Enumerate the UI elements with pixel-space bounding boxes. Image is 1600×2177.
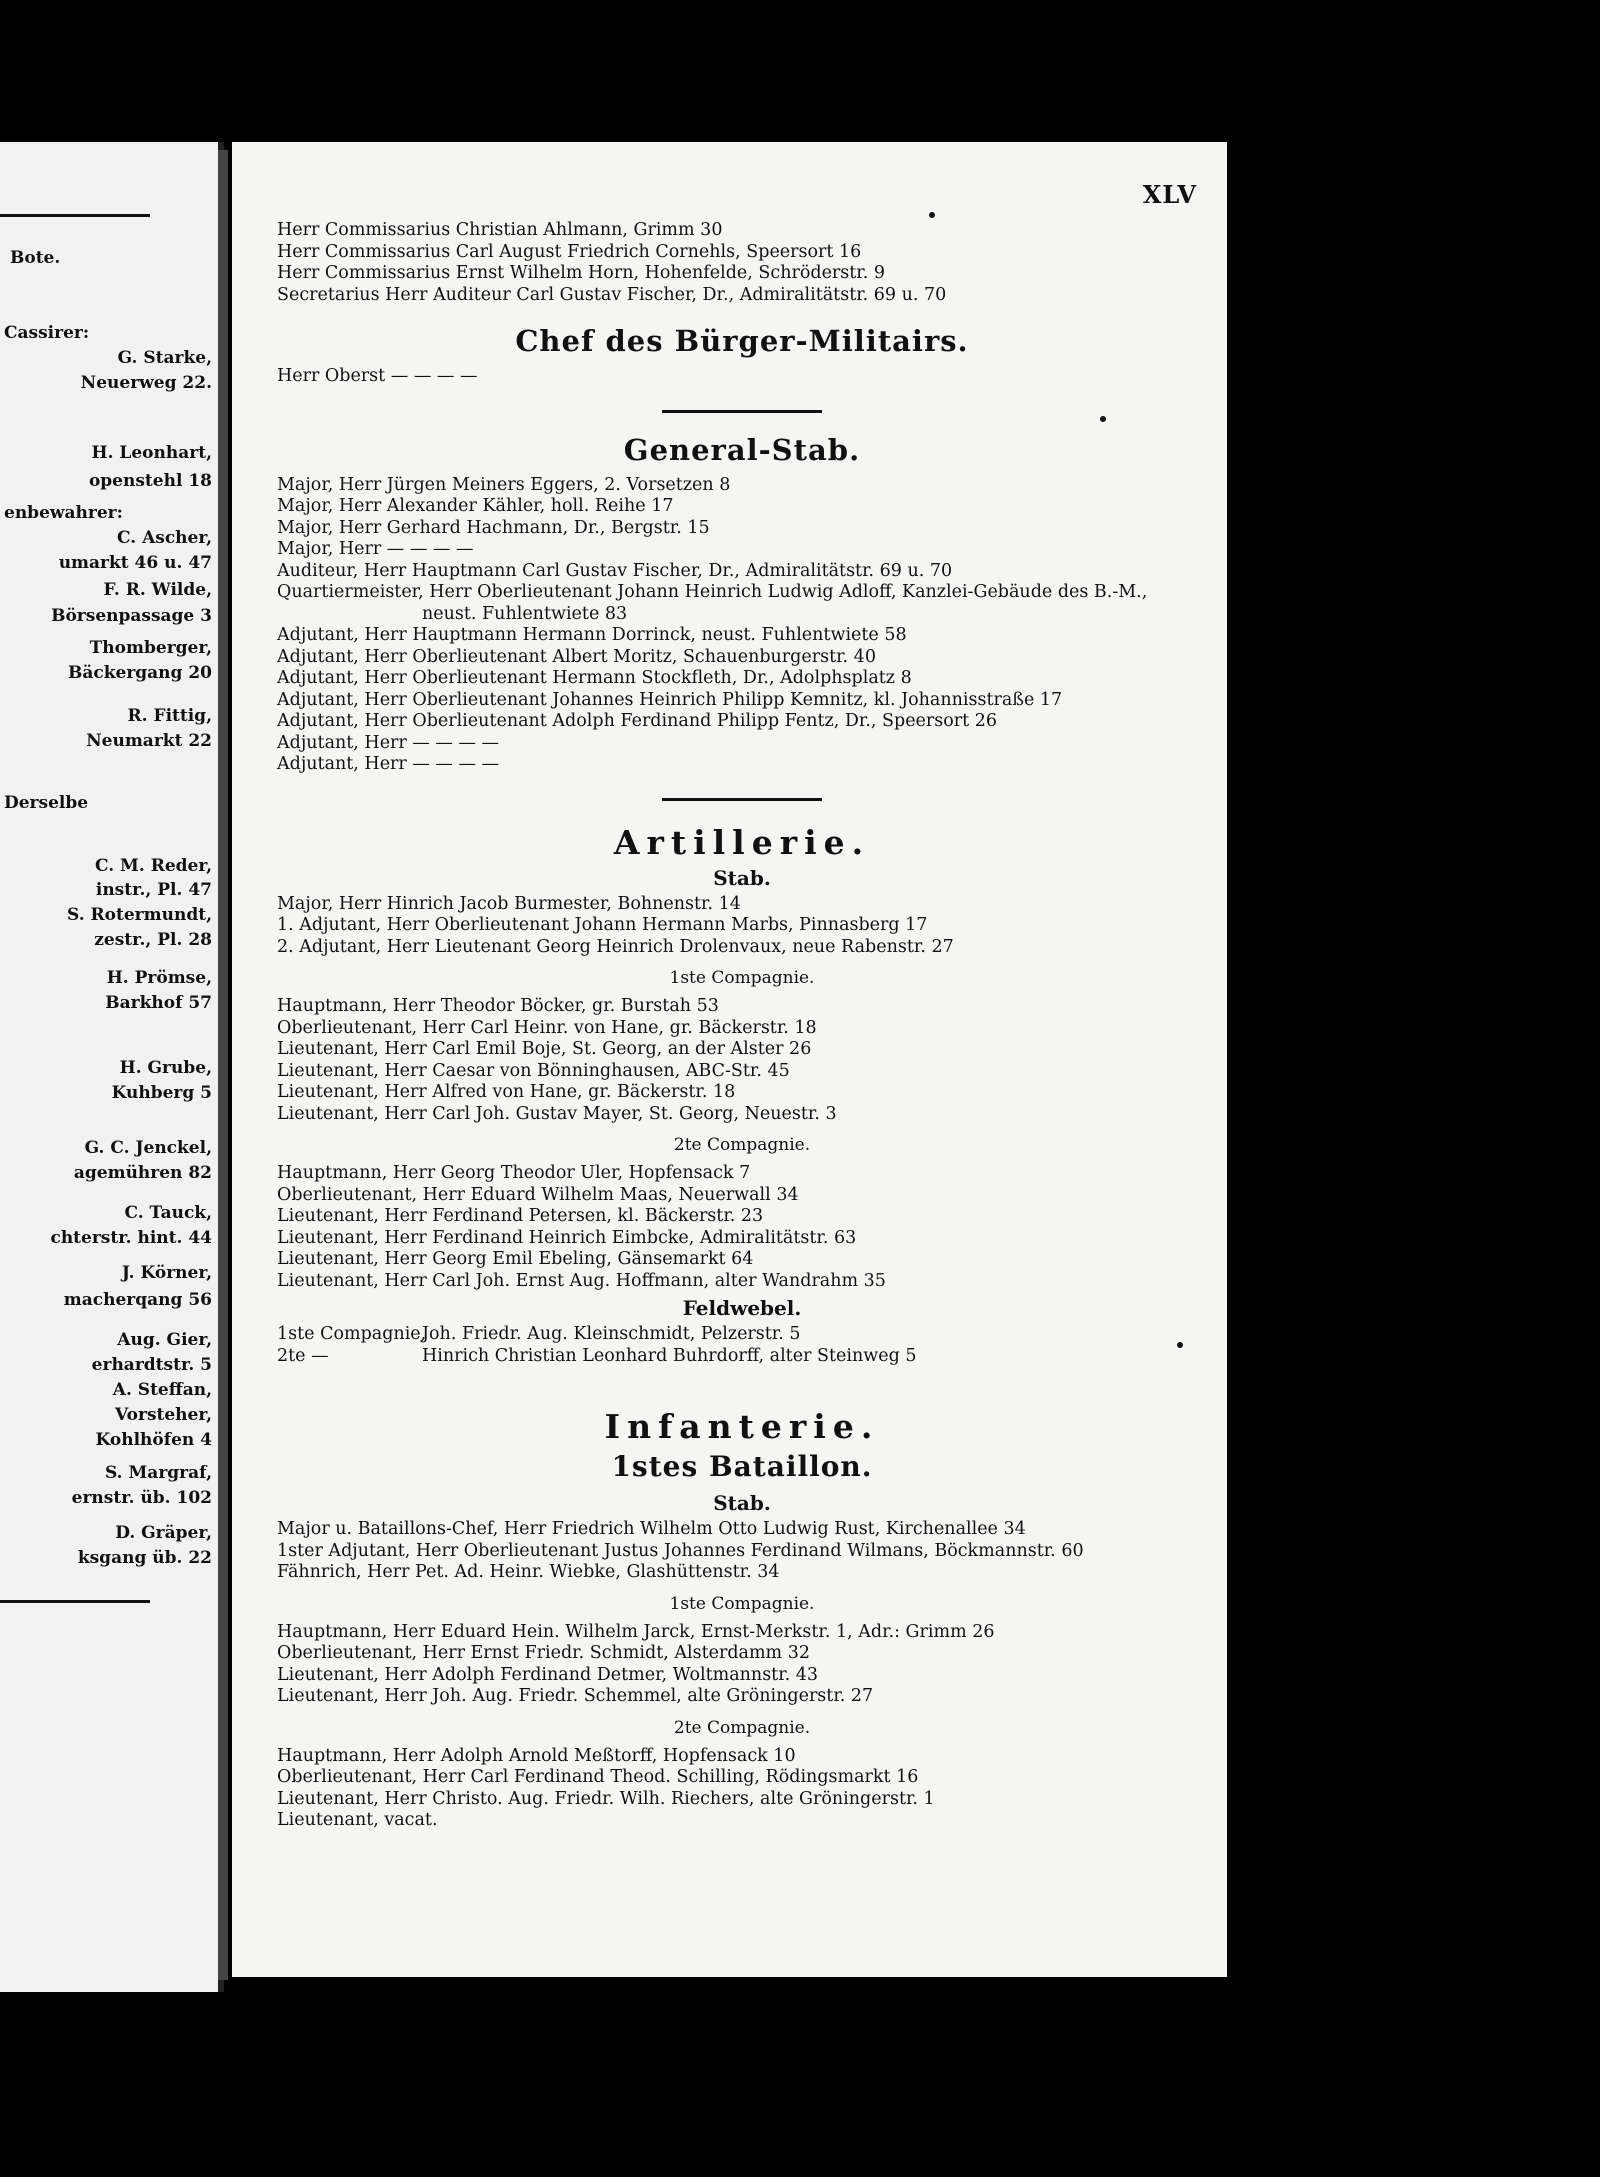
chef-heading: Chef des Bürger-Militairs. xyxy=(515,324,969,358)
infanterie-stab-label: Stab. xyxy=(713,1491,771,1515)
text-line: Herr Commissarius Christian Ahlmann, Grimm 30 xyxy=(277,220,723,240)
text-line: Adjutant, Herr Oberlieutenant Hermann Stockfleth, Dr., Adolphsplatz 8 xyxy=(277,668,912,688)
artillerie-comp2-list xyxy=(277,1163,1207,1292)
infanterie-comp2-label: 2te Compagnie. xyxy=(673,1717,811,1738)
left-text-line: Neumarkt 22 xyxy=(86,731,212,751)
text-line: Adjutant, Herr Oberlieutenant Adolph Ferdinand Philipp Fentz, Dr., Speersort 26 xyxy=(277,711,998,731)
text-line: Herr Commissarius Carl August Friedrich Cornehls, Speersort 16 xyxy=(277,241,862,262)
text-line: Lieutenant, Herr Carl Joh. Gustav Mayer, St. Georg, Neuestr. 3 xyxy=(277,1103,837,1124)
left-text-line: Börsenpassage 3 xyxy=(51,606,212,626)
text-line: Oberlieutenant, Herr Carl Ferdinand Theod. Schilling, Rödingsmarkt 16 xyxy=(277,1767,919,1787)
text-line: 1ster Adjutant, Herr Oberlieutenant Justus Johannes Ferdinand Wilmans, Böckmannstr. 60 xyxy=(277,1540,1084,1561)
text-line: Secretarius Herr Auditeur Carl Gustav Fischer, Dr., Admiralitätstr. 69 u. 70 xyxy=(277,284,947,305)
left-text-line: macherqang 56 xyxy=(63,1290,212,1310)
infanterie-comp1-list xyxy=(277,1622,1207,1708)
text-line: Major u. Bataillons-Chef, Herr Friedrich Wilhelm Otto Ludwig Rust, Kirchenallee 34 xyxy=(277,1519,1026,1539)
left-text-line: zestr., Pl. 28 xyxy=(94,930,212,950)
left-text-line: ksgang üb. 22 xyxy=(77,1548,212,1568)
left-text-line: C. Ascher, xyxy=(117,528,212,548)
text-line: Adjutant, Herr Oberlieutenant Johannes Heinrich Philipp Kemnitz, kl. Johannisstraße 17 xyxy=(277,689,1063,710)
text-line: Lieutenant, Herr Carl Joh. Ernst Aug. Hoffmann, alter Wandrahm 35 xyxy=(277,1270,886,1291)
left-text-line: S. Margraf, xyxy=(104,1463,212,1483)
text-line: Lieutenant, Herr Carl Emil Boje, St. Georg, an der Alster 26 xyxy=(277,1039,812,1059)
left-text-line: Thomberger, xyxy=(89,638,212,658)
infanterie-stab-list xyxy=(277,1519,1207,1584)
text-line: 2. Adjutant, Herr Lieutenant Georg Heinrich Drolenvaux, neue Rabenstr. 27 xyxy=(277,936,954,957)
text-line: Oberlieutenant, Herr Eduard Wilhelm Maas, Neuerwall 34 xyxy=(277,1184,799,1205)
text-line: Fähnrich, Herr Pet. Ad. Heinr. Wiebke, Glashüttenstr. 34 xyxy=(277,1562,780,1582)
left-text-line: Neuerweg 22. xyxy=(80,373,212,393)
text-line: Lieutenant, Herr Caesar von Bönninghausen, ABC-Str. 45 xyxy=(277,1060,790,1081)
left-text-line: R. Fittig, xyxy=(127,706,212,726)
left-text-line: C. Tauck, xyxy=(124,1203,212,1223)
book-spine xyxy=(218,150,228,1980)
left-page-fragment xyxy=(0,142,224,1992)
text-line: Adjutant, Herr Oberlieutenant Albert Moritz, Schauenburgerstr. 40 xyxy=(277,646,876,667)
left-text-line: Aug. Gier, xyxy=(117,1330,212,1350)
left-text-line: H. Prömse, xyxy=(106,968,212,988)
text-line: Adjutant, Herr — — — — xyxy=(277,732,500,753)
page-number: XLV xyxy=(1142,180,1197,209)
text-line: Herr Commissarius Ernst Wilhelm Horn, Hohenfelde, Schröderstr. 9 xyxy=(277,263,886,283)
left-text-line: G. C. Jenckel, xyxy=(84,1138,212,1158)
feldwebel-list xyxy=(277,1324,1207,1367)
left-text-line: J. Körner, xyxy=(121,1263,212,1283)
infanterie-heading: Infanterie. xyxy=(604,1407,880,1446)
text-line: Major, Herr Hinrich Jacob Burmester, Bohnenstr. 14 xyxy=(277,893,741,914)
page-content xyxy=(277,220,1207,1832)
left-text-line: umarkt 46 u. 47 xyxy=(58,553,212,573)
left-text-line: chterstr. hint. 44 xyxy=(50,1228,212,1248)
text-line: Lieutenant, Herr Joh. Aug. Friedr. Schemmel, alte Gröningerstr. 27 xyxy=(277,1686,874,1706)
left-text-line: Bäckergang 20 xyxy=(67,663,212,683)
feldwebel-name: Hinrich Christian Leonhard Buhrdorff, alter Steinweg 5 xyxy=(422,1345,917,1366)
artillerie-heading: Artillerie. xyxy=(613,822,871,862)
infanterie-comp2-list xyxy=(277,1746,1207,1832)
intro-section xyxy=(277,220,1207,306)
text-line: Auditeur, Herr Hauptmann Carl Gustav Fischer, Dr., Admiralitätstr. 69 u. 70 xyxy=(277,560,953,581)
left-top-rule xyxy=(0,214,150,217)
left-text-line: erhardtstr. 5 xyxy=(91,1355,212,1375)
text-line: Major, Herr Gerhard Hachmann, Dr., Bergstr. 15 xyxy=(277,517,710,538)
artillerie-comp2-label: 2te Compagnie. xyxy=(673,1135,811,1155)
left-text-line: A. Steffan, xyxy=(112,1380,212,1400)
text-line: Lieutenant, vacat. xyxy=(277,1810,438,1830)
left-text-line: ernstr. üb. 102 xyxy=(71,1488,212,1508)
speck xyxy=(929,212,935,218)
text-line: Major, Herr Alexander Kähler, holl. Reihe 17 xyxy=(277,496,674,516)
feldwebel-company: 1ste Compagnie, xyxy=(277,1324,427,1344)
left-text-line: H. Grube, xyxy=(119,1058,212,1078)
left-text-line: C. M. Reder, xyxy=(94,856,212,876)
left-bottom-rule xyxy=(0,1600,150,1603)
text-line: Hauptmann, Herr Georg Theodor Uler, Hopfensack 7 xyxy=(277,1163,751,1183)
left-text-line: instr., Pl. 47 xyxy=(95,880,212,900)
left-text-line: Kohlhöfen 4 xyxy=(95,1430,212,1450)
left-text-line: agemühren 82 xyxy=(73,1163,212,1183)
text-line: Lieutenant, Herr Ferdinand Petersen, kl. Bäckerstr. 23 xyxy=(277,1206,764,1226)
infanterie-comp1-label: 1ste Compagnie. xyxy=(669,1593,815,1614)
text-line: Lieutenant, Herr Adolph Ferdinand Detmer, Woltmannstr. 43 xyxy=(277,1664,819,1685)
feldwebel-company: 2te — xyxy=(277,1345,329,1366)
text-line: 1. Adjutant, Herr Oberlieutenant Johann Hermann Marbs, Pinnasberg 17 xyxy=(277,915,928,935)
text-line: Herr Oberst — — — — xyxy=(277,366,478,386)
left-text-line: enbewahrer: xyxy=(4,503,123,523)
text-line: Lieutenant, Herr Georg Emil Ebeling, Gänsemarkt 64 xyxy=(277,1249,754,1269)
artillerie-stab-list xyxy=(277,894,1207,959)
text-line: Major, Herr — — — — xyxy=(277,539,474,559)
text-line: Quartiermeister, Herr Oberlieutenant Johann Heinrich Ludwig Adloff, Kanzlei-Gebäude des B.-M., xyxy=(277,582,1148,602)
section-divider xyxy=(662,798,822,801)
text-line: Adjutant, Herr — — — — xyxy=(277,754,500,774)
left-text-line: Kuhberg 5 xyxy=(111,1083,212,1103)
feldwebel-row xyxy=(277,1324,1207,1346)
left-header: Bote. xyxy=(10,248,61,268)
text-line: Hauptmann, Herr Theodor Böcker, gr. Burstah 53 xyxy=(277,996,719,1016)
feldwebel-row xyxy=(277,1346,1207,1368)
left-text-line: S. Rotermundt, xyxy=(67,905,212,925)
left-text-line: openstehl 18 xyxy=(88,471,212,491)
artillerie-comp1-list xyxy=(277,996,1207,1125)
feldwebel-label: Feldwebel. xyxy=(682,1296,802,1320)
text-line: Oberlieutenant, Herr Ernst Friedr. Schmidt, Alsterdamm 32 xyxy=(277,1643,810,1663)
artillerie-stab-label: Stab. xyxy=(713,865,771,890)
text-line: Oberlieutenant, Herr Carl Heinr. von Hane, gr. Bäckerstr. 18 xyxy=(277,1017,817,1038)
text-line: Adjutant, Herr Hauptmann Hermann Dorrinck, neust. Fuhlentwiete 58 xyxy=(277,625,907,645)
text-line: neust. Fuhlentwiete 83 xyxy=(422,603,628,624)
right-page xyxy=(232,142,1227,1977)
text-line: Major, Herr Jürgen Meiners Eggers, 2. Vorsetzen 8 xyxy=(277,474,731,495)
bataillon-heading: 1stes Bataillon. xyxy=(611,1450,873,1483)
text-line: Lieutenant, Herr Alfred von Hane, gr. Bäckerstr. 18 xyxy=(277,1082,736,1102)
left-text-line: Derselbe xyxy=(4,793,89,813)
left-text-line: H. Leonhart, xyxy=(91,443,212,463)
general-stab-heading: General-Stab. xyxy=(623,432,861,467)
left-text-line: Cassirer: xyxy=(4,323,90,343)
general-stab-list xyxy=(277,475,1207,776)
section-divider xyxy=(662,410,822,413)
left-text-line: Vorsteher, xyxy=(115,1405,212,1425)
text-line: Lieutenant, Herr Christo. Aug. Friedr. Wilh. Riechers, alte Gröningerstr. 1 xyxy=(277,1788,935,1809)
left-text-line: D. Gräper, xyxy=(115,1523,212,1543)
text-line: Lieutenant, Herr Ferdinand Heinrich Eimbcke, Admiralitätstr. 63 xyxy=(277,1227,857,1248)
left-text-line: F. R. Wilde, xyxy=(103,580,212,600)
artillerie-comp1-label: 1ste Compagnie. xyxy=(669,968,815,988)
feldwebel-name: Joh. Friedr. Aug. Kleinschmidt, Pelzerstr. 5 xyxy=(422,1324,801,1344)
text-line: Hauptmann, Herr Adolph Arnold Meßtorff, Hopfensack 10 xyxy=(277,1745,796,1766)
left-text-line: Barkhof 57 xyxy=(105,993,212,1013)
text-line: Hauptmann, Herr Eduard Hein. Wilhelm Jarck, Ernst-Merkstr. 1, Adr.: Grimm 26 xyxy=(277,1621,995,1642)
left-text-line: G. Starke, xyxy=(117,348,212,368)
